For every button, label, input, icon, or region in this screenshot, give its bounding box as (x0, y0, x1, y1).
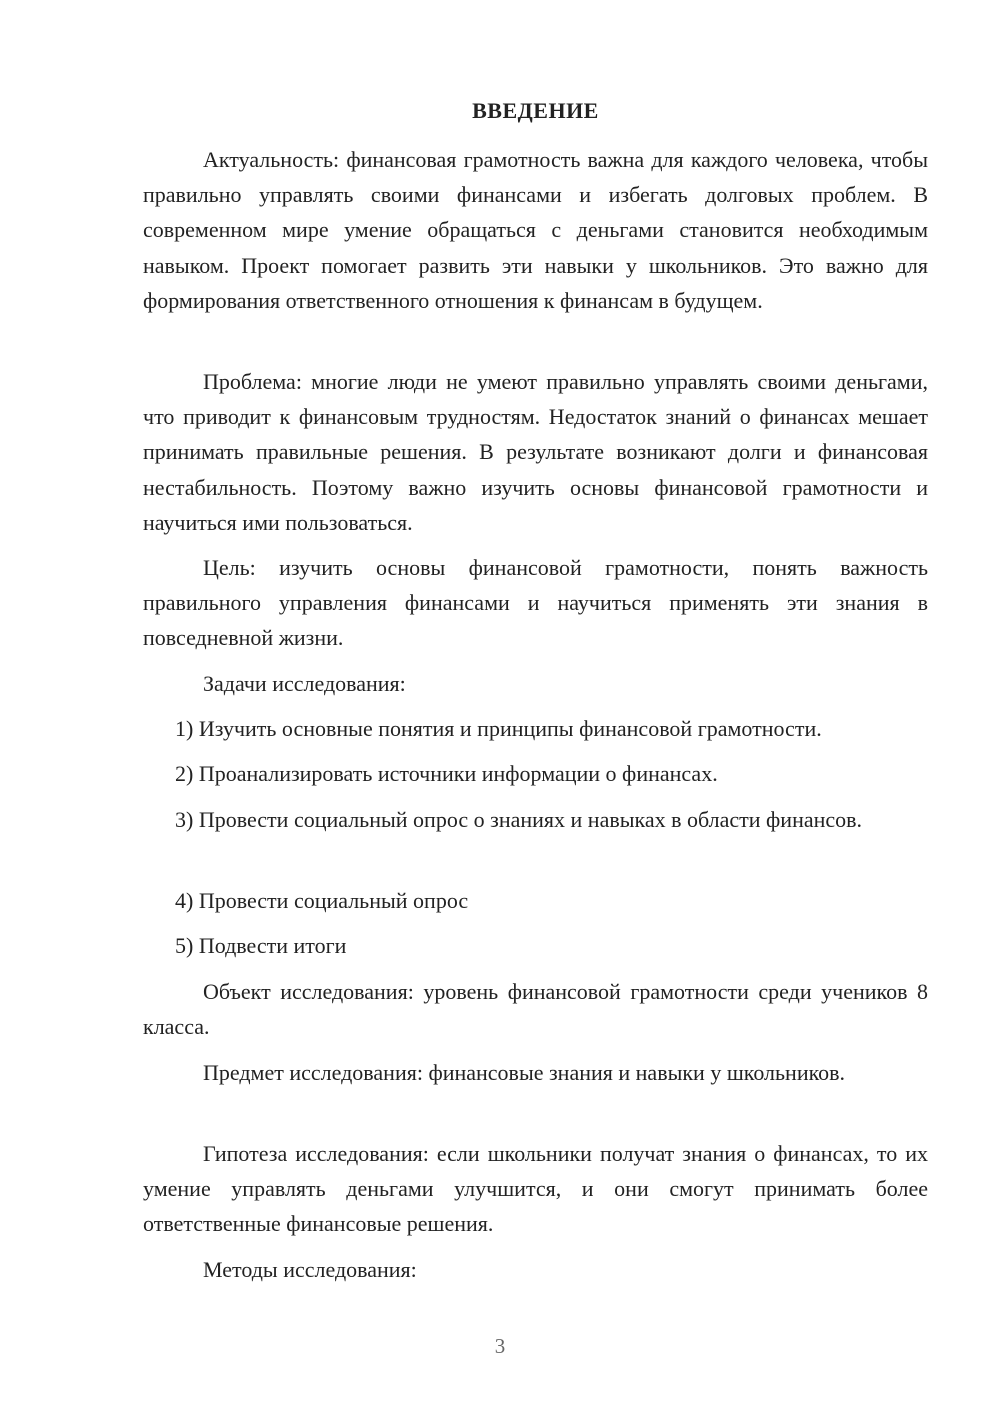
task-item-1: 1) Изучить основные понятия и принципы финансовой грамотности. (175, 716, 822, 741)
paragraph-problem: Проблема: многие люди не умеют правильно управлять своими деньгами, что приводит к финансовым трудностям. Недостаток знаний о финансах мешает принимать правильные решения. В результате возникают долги и финансовая нестабильность. Поэтому важно изучить основы финансовой грамотности и научиться ими пользоваться. (143, 369, 928, 535)
task-item-4: 4) Провести социальный опрос (175, 888, 469, 913)
paragraph-hypothesis: Гипотеза исследования: если школьники получат знания о финансах, то их умение управлять деньгами улучшится, и они смогут принимать более ответственные финансовые решения. (143, 1141, 928, 1237)
paragraph-subject: Предмет исследования: финансовые знания и навыки у школьников. (203, 1060, 846, 1085)
paragraph-goal: Цель: изучить основы финансовой грамотности, понять важность правильного управления финансами и научиться применять эти знания в повседневной жизни. (143, 555, 928, 651)
page-number: 3 (494, 1334, 506, 1358)
task-item-2: 2) Проанализировать источники информации о финансах. (175, 761, 718, 786)
paragraph-tasks-heading: Задачи исследования: (203, 671, 406, 696)
task-item-5: 5) Подвести итоги (175, 933, 347, 958)
task-item-3: 3) Провести социальный опрос о знаниях и навыках в области финансов. (175, 807, 863, 832)
page-title: ВВЕДЕНИЕ (472, 98, 599, 123)
paragraph-relevance: Актуальность: финансовая грамотность важна для каждого человека, чтобы правильно управлять своими финансами и избегать долговых проблем. В современном мире умение обращаться с деньгами становится необходимым навыком. Проект помогает развить эти навыки у школьников. Это важно для формирования ответственного отношения к финансам в будущем. (143, 147, 928, 313)
paragraph-object: Объект исследования: уровень финансовой грамотности среди учеников 8 класса. (143, 979, 928, 1040)
paragraph-methods: Методы исследования: (203, 1257, 417, 1282)
